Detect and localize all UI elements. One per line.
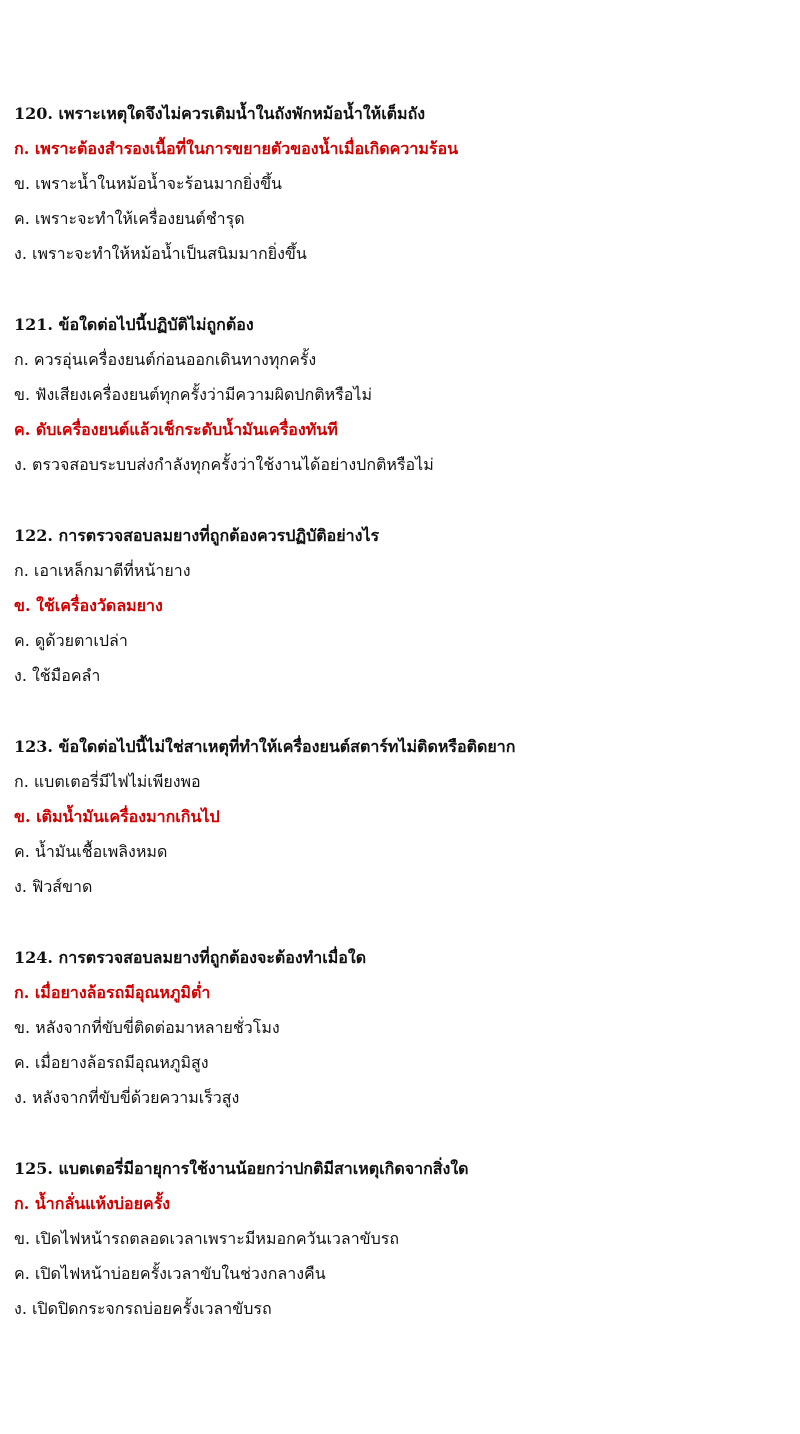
question-title: 125. แบตเตอรี่มีอายุการใช้งานน้อยกว่าปกติมีสาเหตุเกิดจากสิ่งใด [14,1159,469,1178]
answer-choice: ง. เพราะจะทำให้หม้อน้ำเป็นสนิมมากยิ่งขึ้น [14,244,307,263]
answer-choice: ข. เปิดไฟหน้ารถตลอดเวลาเพราะมีหมอกควันเวลาขับรถ [14,1229,400,1248]
question-125 [14,1151,794,1326]
answer-choice-correct: ก. เมื่อยางล้อรถมีอุณหภูมิต่ำ [14,983,211,1002]
question-title: 123. ข้อใดต่อไปนี้ไม่ใช่สาเหตุที่ทำให้เครื่องยนต์สตาร์ทไม่ติดหรือติดยาก [14,737,516,756]
answer-choice: ค. เปิดไฟหน้าบ่อยครั้งเวลาขับในช่วงกลางคืน [14,1264,326,1283]
question-124 [14,940,794,1115]
answer-choice: ข. ฟังเสียงเครื่องยนต์ทุกครั้งว่ามีความผิดปกติหรือไม่ [14,385,372,404]
answer-choice: ค. น้ำมันเชื้อเพลิงหมด [14,842,168,861]
answer-choice-correct: ข. ใช้เครื่องวัดลมยาง [14,596,163,615]
question-123 [14,729,794,904]
question-title: 122. การตรวจสอบลมยางที่ถูกต้องควรปฏิบัติอย่างไร [14,526,380,545]
answer-choice: ค. เมื่อยางล้อรถมีอุณหภูมิสูง [14,1053,209,1072]
answer-choice-correct: ค. ดับเครื่องยนต์แล้วเช็กระดับน้ำมันเครื่องทันที [14,420,338,439]
answer-choice: ข. เพราะน้ำในหม้อน้ำจะร้อนมากยิ่งขึ้น [14,174,282,193]
answer-choice: ก. ควรอุ่นเครื่องยนต์ก่อนออกเดินทางทุกครั้ง [14,350,317,369]
answer-choice: ง. เปิดปิดกระจกรถบ่อยครั้งเวลาขับรถ [14,1299,272,1318]
question-120 [14,96,794,271]
question-title: 124. การตรวจสอบลมยางที่ถูกต้องจะต้องทำเมื่อใด [14,948,367,967]
question-122 [14,518,794,693]
answer-choice-correct: ข. เติมน้ำมันเครื่องมากเกินไป [14,807,220,826]
answer-choice-correct: ก. น้ำกลั่นแห้งบ่อยครั้ง [14,1194,171,1213]
answer-choice: ง. ฟิวส์ขาด [14,877,93,896]
answer-choice: ก. แบตเตอรี่มีไฟไม่เพียงพอ [14,772,201,791]
answer-choice: ก. เอาเหล็กมาตีที่หน้ายาง [14,561,191,580]
answer-choice: ง. ตรวจสอบระบบส่งกำลังทุกครั้งว่าใช้งานได้อย่างปกติหรือไม่ [14,455,434,474]
answer-choice: ค. เพราะจะทำให้เครื่องยนต์ชำรุด [14,209,245,228]
answer-choice: ง. ใช้มือคลำ [14,666,101,685]
question-title: 120. เพราะเหตุใดจึงไม่ควรเติมน้ำในถังพักหม้อน้ำให้เต็มถัง [14,104,426,123]
question-121 [14,307,794,482]
answer-choice: ค. ดูด้วยตาเปล่า [14,631,128,650]
answer-choice: ง. หลังจากที่ขับขี่ด้วยความเร็วสูง [14,1088,240,1107]
quiz-page [14,96,794,1362]
answer-choice-correct: ก. เพราะต้องสำรองเนื้อที่ในการขยายตัวของน้ำเมื่อเกิดความร้อน [14,139,459,158]
answer-choice: ข. หลังจากที่ขับขี่ติดต่อมาหลายชั่วโมง [14,1018,280,1037]
question-title: 121. ข้อใดต่อไปนี้ปฏิบัติไม่ถูกต้อง [14,315,254,334]
